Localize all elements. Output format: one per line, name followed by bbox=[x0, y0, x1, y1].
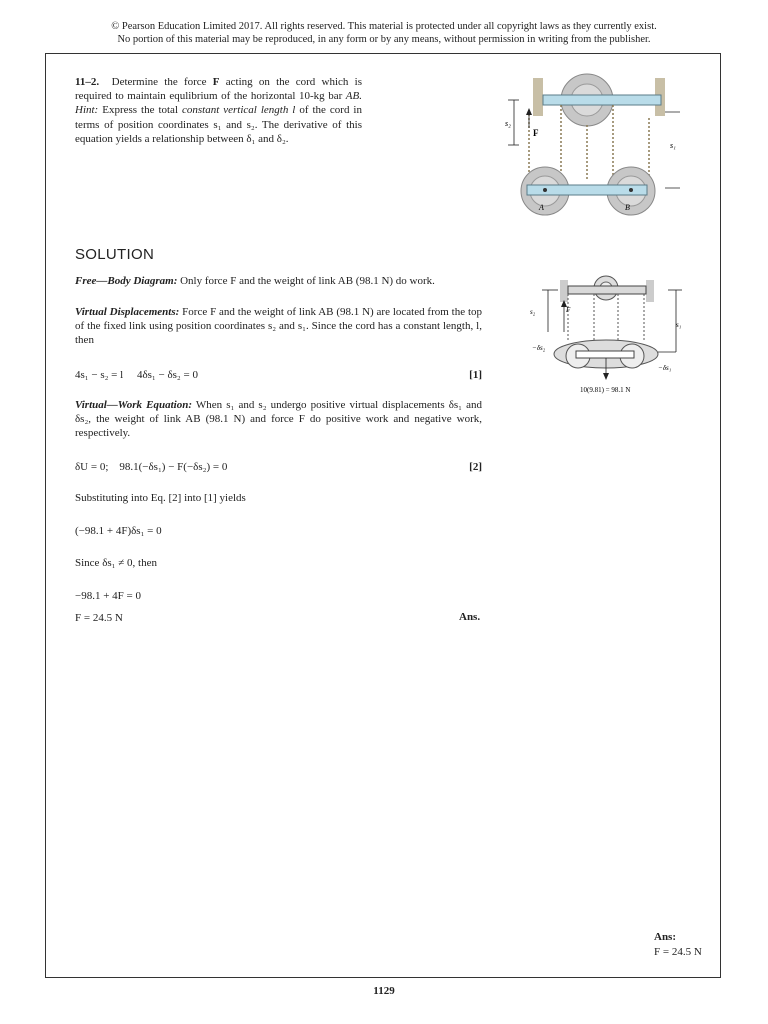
problem-number: 11–2. bbox=[75, 76, 100, 88]
copyright-notice bbox=[0, 20, 768, 46]
force-symbol: F bbox=[212, 76, 220, 88]
bar-name: AB. bbox=[345, 90, 362, 103]
fbd-text: Only force F and the weight of link AB (98.1 N) do work. bbox=[180, 275, 435, 287]
fig1-label-A: A bbox=[539, 203, 544, 212]
hint-italic: constant vertical length l bbox=[181, 104, 296, 117]
fig1-label-s2: s₂ bbox=[505, 119, 511, 128]
problem-text-d: of the cord in terms of position coordinates s₁ and s₂. The derivative of this equation yields a relationship between δ₁ and δ₂. bbox=[75, 104, 362, 145]
substitution-text: Substituting into Eq. [2] into [1] yields bbox=[75, 492, 246, 504]
since-text: Since δs₁ ≠ 0, then bbox=[75, 557, 157, 569]
copyright-line-2: No portion of this material may be reproduced, in any form or by any means, without permission in writing from the publisher. bbox=[117, 34, 651, 45]
vw-text: When s₁ and s₂ undergo positive virtual displacements δs₁ and δs₂, the weight of link AB (98.1 N) and force F do positive work and negative work, respectively. bbox=[75, 399, 482, 440]
fbd-paragraph bbox=[75, 274, 482, 288]
vd-text: Force F and the weight of link AB (98.1 N) are located from the top of the fixed link using position coordinates s₂ and s₁. Since the cord has a constant length, l, then bbox=[75, 306, 482, 347]
fig2-label-F: F bbox=[566, 306, 571, 314]
copyright-line-1: © Pearson Education Limited 2017. All rights reserved. This material is protected under all copyright laws as they currently exist. bbox=[111, 21, 657, 32]
answer-box-value: F = 24.5 N bbox=[654, 946, 702, 958]
fig2-label-ds2: −δs₂ bbox=[532, 344, 546, 352]
problem-text-c: Express the total bbox=[102, 104, 178, 117]
problem-text-b: acting on the cord which is required to maintain equlibrium of the horizontal 10-kg bar bbox=[75, 76, 362, 103]
hint-label: Hint: bbox=[75, 104, 99, 117]
answer-label: Ans. bbox=[459, 611, 481, 623]
solution-title: SOLUTION bbox=[75, 246, 155, 263]
fig1-label-F: F bbox=[533, 128, 539, 138]
equation-2 bbox=[75, 460, 482, 474]
fig1-label-s1: s₁ bbox=[670, 141, 676, 150]
problem-statement bbox=[75, 75, 362, 146]
vw-paragraph bbox=[75, 398, 482, 441]
vd-paragraph bbox=[75, 305, 482, 348]
answer-box bbox=[654, 930, 702, 960]
fig2-label-ds1: −δs₁ bbox=[658, 364, 672, 372]
pulley-system-figure bbox=[505, 70, 680, 220]
fig2-label-s2: s₂ bbox=[530, 308, 536, 316]
equation-1-text: 4s₁ − s₂ = l 4δs₁ − δs₂ = 0 bbox=[75, 369, 198, 381]
fig2-weight-label: 10(9.81) = 98.1 N bbox=[580, 386, 631, 394]
answer-box-label: Ans: bbox=[654, 931, 677, 943]
page-number: 1129 bbox=[373, 985, 395, 997]
fig1-label-B: B bbox=[625, 203, 630, 212]
problem-text-a: Determine the force bbox=[111, 76, 207, 88]
equation-1 bbox=[75, 368, 482, 382]
equation-2-tag: [2] bbox=[469, 461, 482, 473]
vw-label: Virtual—Work Equation: bbox=[75, 399, 192, 411]
fbd-label: Free—Body Diagram: bbox=[75, 275, 178, 287]
equation-3: (−98.1 + 4F)δs₁ = 0 bbox=[75, 525, 162, 537]
vd-label: Virtual Displacements: bbox=[75, 306, 180, 318]
equation-1-tag: [1] bbox=[469, 369, 482, 381]
equation-5: F = 24.5 N bbox=[75, 612, 123, 624]
free-body-diagram bbox=[528, 272, 688, 397]
fig2-label-s1: s₁ bbox=[676, 321, 682, 329]
equation-4: −98.1 + 4F = 0 bbox=[75, 590, 141, 602]
equation-2-text: δU = 0; 98.1(−δs₁) − F(−δs₂) = 0 bbox=[75, 461, 228, 473]
